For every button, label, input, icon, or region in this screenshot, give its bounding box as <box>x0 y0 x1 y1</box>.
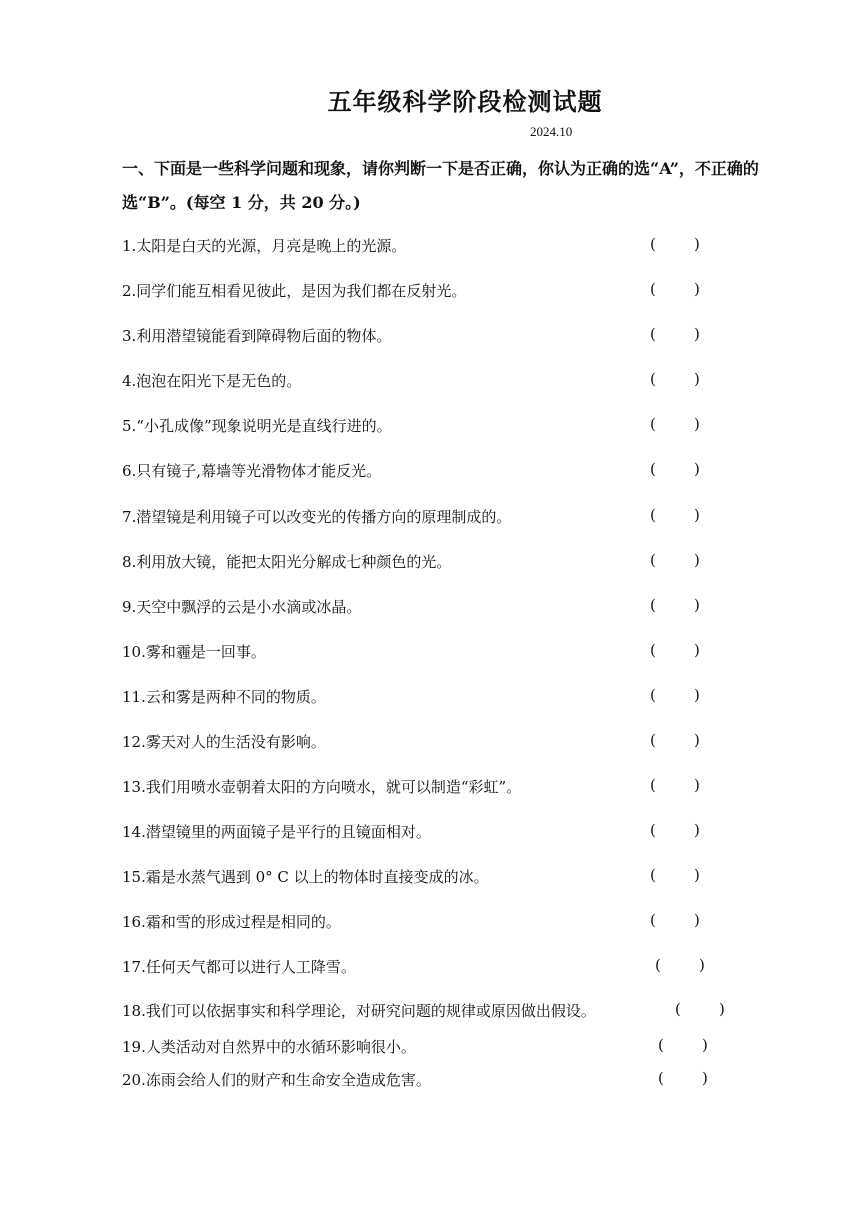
question-2-text: 2.同学们能互相看见彼此，是因为我们都在反射光。 <box>122 282 467 300</box>
question-9-text: 9.天空中飘浮的云是小水滴或冰晶。 <box>122 598 362 616</box>
question-8-text: 8.利用放大镜，能把太阳光分解成七种颜色的光。 <box>122 553 452 571</box>
question-11-answer-blank[interactable]: ( ) <box>650 686 700 704</box>
question-17-answer-blank[interactable]: ( ) <box>655 956 705 974</box>
question-15-answer-blank[interactable]: ( ) <box>650 866 700 884</box>
question-20-text: 20.冻雨会给人们的财产和生命安全造成危害。 <box>122 1071 431 1089</box>
question-11-text: 11.云和雾是两种不同的物质。 <box>122 688 326 706</box>
question-5-text: 5.“小孔成像”现象说明光是直线行进的。 <box>122 417 392 435</box>
question-18-answer-blank[interactable]: ( ) <box>675 1000 725 1018</box>
question-2-answer-blank[interactable]: ( ) <box>650 280 700 298</box>
question-19-answer-blank[interactable]: ( ) <box>658 1036 708 1054</box>
question-7-answer-blank[interactable]: ( ) <box>650 506 700 524</box>
question-5-answer-blank[interactable]: ( ) <box>650 415 700 433</box>
question-17-text: 17.任何天气都可以进行人工降雪。 <box>122 958 356 976</box>
question-16-text: 16.霜和雪的形成过程是相同的。 <box>122 913 341 931</box>
question-7-text: 7.潜望镜是利用镜子可以改变光的传播方向的原理制成的。 <box>122 508 512 526</box>
question-1-text: 1.太阳是白天的光源，月亮是晚上的光源。 <box>122 237 407 255</box>
section-1-instruction: 一、下面是一些科学问题和现象，请你判断一下是否正确，你认为正确的选“A”，不正确的选“B”。(每空 1 分，共 20 分。) <box>122 159 759 212</box>
question-14-text: 14.潜望镜里的两面镜子是平行的且镜面相对。 <box>122 823 431 841</box>
question-13-text: 13.我们用喷水壶朝着太阳的方向喷水，就可以制造“彩虹”。 <box>122 778 522 796</box>
question-4-answer-blank[interactable]: ( ) <box>650 370 700 388</box>
question-14-answer-blank[interactable]: ( ) <box>650 821 700 839</box>
question-9-answer-blank[interactable]: ( ) <box>650 596 700 614</box>
question-3-text: 3.利用潜望镜能看到障碍物后面的物体。 <box>122 327 392 345</box>
page-title: 五年级科学阶段检测试题 <box>327 87 603 116</box>
question-16-answer-blank[interactable]: ( ) <box>650 911 700 929</box>
question-8-answer-blank[interactable]: ( ) <box>650 551 700 569</box>
question-12-text: 12.雾天对人的生活没有影响。 <box>122 733 326 751</box>
question-15-text: 15.霜是水蒸气遇到 0° C 以上的物体时直接变成的冰。 <box>122 868 489 886</box>
question-1-answer-blank[interactable]: ( ) <box>650 235 700 253</box>
question-20-answer-blank[interactable]: ( ) <box>658 1069 708 1087</box>
question-10-text: 10.雾和霾是一回事。 <box>122 643 266 661</box>
question-13-answer-blank[interactable]: ( ) <box>650 776 700 794</box>
question-4-text: 4.泡泡在阳光下是无色的。 <box>122 372 302 390</box>
question-6-answer-blank[interactable]: ( ) <box>650 460 700 478</box>
question-3-answer-blank[interactable]: ( ) <box>650 325 700 343</box>
question-19-text: 19.人类活动对自然界中的水循环影响很小。 <box>122 1038 416 1056</box>
exam-date: 2024.10 <box>530 124 573 139</box>
question-12-answer-blank[interactable]: ( ) <box>650 731 700 749</box>
question-10-answer-blank[interactable]: ( ) <box>650 641 700 659</box>
question-6-text: 6.只有镜子,幕墙等光滑物体才能反光。 <box>122 462 382 480</box>
question-18-text: 18.我们可以依据事实和科学理论，对研究问题的规律或原因做出假设。 <box>122 1002 596 1020</box>
